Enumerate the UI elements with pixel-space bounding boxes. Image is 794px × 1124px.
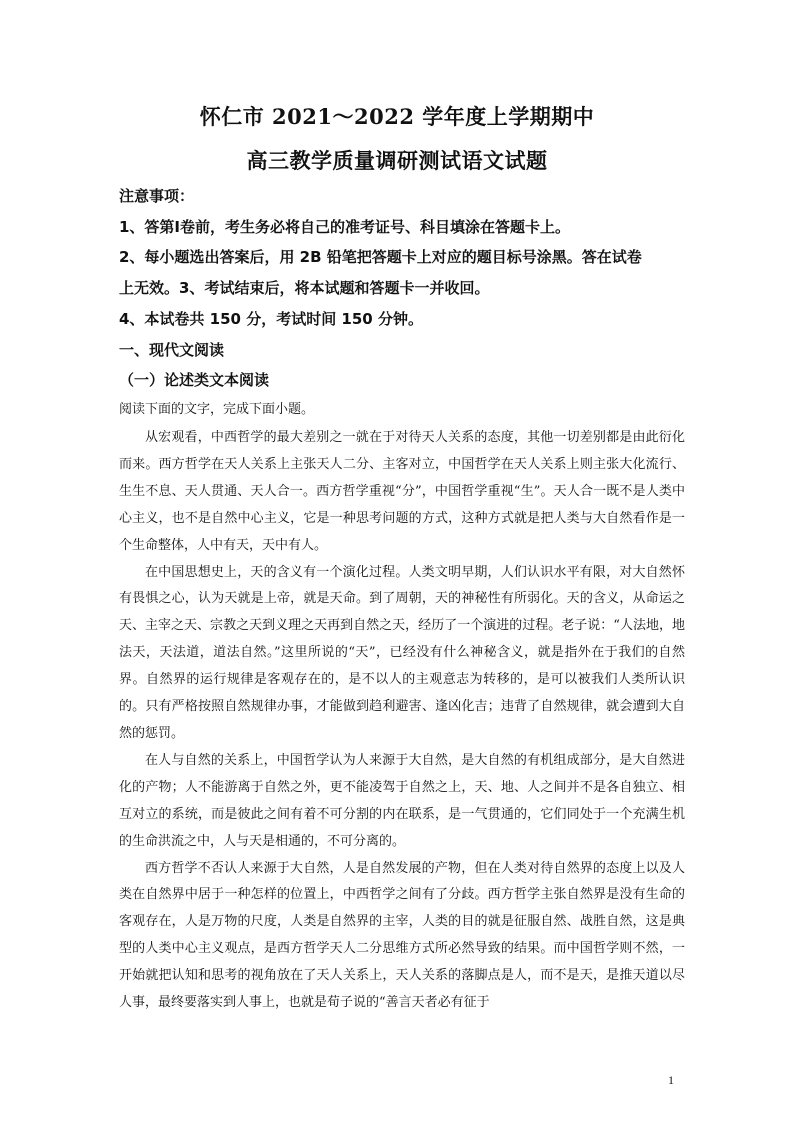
note-item: 2、每小题选出答案后，用 2B 铅笔把答题卡上对应的题目标号涂黑。答在试卷 <box>119 248 642 267</box>
section-heading: 一、现代文阅读 <box>119 340 225 359</box>
title-line-1: 怀仁市 2021～2022 学年度上学期期中 <box>199 104 595 129</box>
note-item: 4、本试卷共 150 分，考试时间 150 分钟。 <box>119 309 423 328</box>
subsection-heading: （一）论述类文本阅读 <box>119 371 270 390</box>
title-line-2: 高三教学质量调研测试语文试题 <box>246 148 548 173</box>
reading-passage <box>119 425 685 1017</box>
passage-paragraph: 在中国思想史上，天的含义有一个演化过程。人类文明早期，人们认识水平有限，对大自然怀有畏惧之心，认为天就是上帝，就是天命。到了周朝，天的神秘性有所弱化。天的含义，从命运之天、主宰之天、宗教之天到义理之天再到自然之天，经历了一个演进的过程。老子说：“人法地，地法天，天法道，道法自然。”这里所说的“天”，已经没有什么神秘含义，就是指外在于我们的自然界。自然界的运行规律是客观存在的，是不以人的主观意志为转移的，是可以被我们人类所认识的。只有严格按照自然规律办事，才能做到趋利避害、逢凶化吉；违背了自然规律，就会遭到大自然的惩罚。 <box>119 564 685 741</box>
passage-paragraph: 从宏观看，中西哲学的最大差别之一就在于对待天人关系的态度，其他一切差别都是由此衍化而来。西方哲学在天人关系上主张天人二分、主客对立，中国哲学在天人关系上则主张大化流行、生生不息、天人贯通、天人合一。西方哲学重视“分”，中国哲学重视“生”。天人合一既不是人类中心主义，也不是自然中心主义，它是一种思考问题的方式，这种方式就是把人类与大自然看作是一个生命整体，人中有天，天中有人。 <box>119 430 685 553</box>
page-number: 1 <box>668 1073 674 1087</box>
note-item: 1、答第Ⅰ卷前，考生务必将自己的准考证号、科目填涂在答题卡上。 <box>119 217 571 236</box>
exam-notes <box>119 181 679 396</box>
notes-heading: 注意事项： <box>119 187 195 205</box>
note-item: 上无效。3、考试结束后，将本试题和答题卡一并收回。 <box>119 279 490 298</box>
passage-paragraph: 西方哲学不否认人来源于大自然，人是自然发展的产物，但在人类对待自然界的态度上以及人类在自然界中居于一种怎样的位置上，中西哲学之间有了分歧。西方哲学主张自然界是没有生命的客观存在，人是万物的尺度，人类是自然界的主宰，人类的目的就是征服自然、战胜自然，这是典型的人类中心主义观点，是西方哲学天人二分思维方式所必然导致的结果。而中国哲学则不然，一开始就把认知和思考的视角放在了天人关系上，天人关系的落脚点是人，而不是天，是推天道以尽人事，最终要落实到人事上，也就是荀子说的“善言天者必有征于 <box>119 860 685 1011</box>
passage-paragraph: 在人与自然的关系上，中国哲学认为人来源于大自然，是大自然的有机组成部分，是大自然进化的产物；人不能游离于自然之外，更不能凌驾于自然之上，天、地、人之间并不是各自独立、相互对立的系统，而是彼此之间有着不可分割的内在联系，是一气贯通的，它们同处于一个充满生机的生命洪流之中，人与天是相通的，不可分离的。 <box>119 752 685 849</box>
reading-instruction: 阅读下面的文字，完成下面小题。 <box>119 402 315 417</box>
